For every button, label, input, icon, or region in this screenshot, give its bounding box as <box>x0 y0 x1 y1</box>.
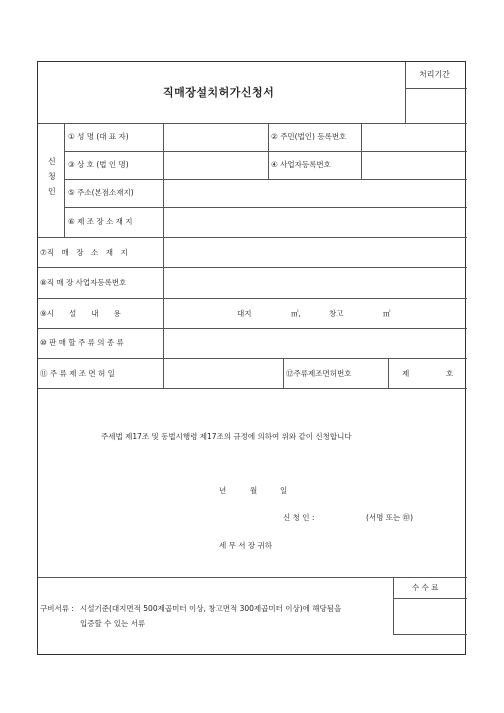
divider <box>38 123 467 124</box>
divider <box>163 358 164 388</box>
fee-label: 수 수 료 <box>412 583 439 592</box>
processing-period-label: 처리기간 <box>419 70 450 79</box>
license-number-label: ⑫주류제조면허번호 <box>286 369 352 378</box>
store-biz-no-label: ⑧직 매 장 사업자등록번호 <box>40 278 127 287</box>
divider <box>38 388 467 389</box>
divider <box>393 577 394 634</box>
divider <box>393 634 467 635</box>
documents-text-line1: 시설기준(대지면적 500제곱미터 이상, 창고면적 300제곱미터 이상)에 해당됨을 <box>80 604 342 613</box>
divider <box>38 237 467 238</box>
license-number-suffix: 호 <box>446 369 454 378</box>
address-label: ⑤ 주소(본점소재지) <box>68 188 134 197</box>
divider <box>393 598 467 599</box>
divider <box>64 207 467 208</box>
divider <box>163 123 164 237</box>
facility-label: ⑨시 설 내 용 <box>40 309 121 318</box>
name-label: ① 성 명 (대 표 자) <box>68 132 129 141</box>
applicant-label-2: 청 <box>48 172 56 181</box>
facility-site: 대지 <box>237 309 252 318</box>
business-name-label: ③ 상 호 (법 인 명) <box>68 160 129 169</box>
license-number-prefix: 제 <box>402 369 410 378</box>
divider <box>64 123 65 237</box>
factory-location-label: ⑥ 제 조 장 소 재 지 <box>68 217 133 226</box>
declaration-text: 주세법 제17조 및 동법시행령 제17조의 규정에 의하여 위와 같이 신청합니다 <box>101 432 352 441</box>
divider <box>38 577 467 578</box>
documents-label: 구비서류 : <box>40 604 74 613</box>
application-form <box>37 61 466 655</box>
divider <box>405 88 467 89</box>
facility-warehouse: 창고 <box>329 309 344 318</box>
divider <box>38 298 467 299</box>
biz-reg-number-label: ④ 사업자등록번호 <box>271 160 331 169</box>
documents-text-line2: 입증할 수 있는 서류 <box>80 619 146 628</box>
date-day: 일 <box>280 486 288 495</box>
divider <box>38 328 467 329</box>
facility-warehouse-unit: ㎡ <box>383 309 391 318</box>
applicant-label-3: 인 <box>48 187 56 196</box>
store-location-label: ⑦직 매 장 소 재 지 <box>40 248 128 257</box>
divider <box>64 151 467 152</box>
divider <box>38 358 467 359</box>
divider <box>405 62 406 123</box>
divider <box>64 179 467 180</box>
sale-types-label: ⑩ 판 매 할 주 류 의 종 류 <box>40 338 124 347</box>
facility-site-unit: ㎡, <box>291 309 301 318</box>
divider <box>38 267 467 268</box>
divider <box>283 358 284 388</box>
addressee: 세 무 서 장 귀하 <box>219 541 273 550</box>
signer-mark: (서명 또는 ㊞) <box>366 513 414 522</box>
license-date-label: ⑪ 주 류 제 조 면 허 일 <box>40 369 115 378</box>
date-month: 월 <box>250 486 258 495</box>
divider <box>388 358 389 388</box>
signer-label: 신 청 인 : <box>283 513 315 522</box>
resident-number-label: ② 주민(법인) 등록번호 <box>271 132 347 141</box>
applicant-label-1: 신 <box>48 157 56 166</box>
date-year: 년 <box>219 486 227 495</box>
form-title: 직매장설치허가신청서 <box>163 86 275 99</box>
